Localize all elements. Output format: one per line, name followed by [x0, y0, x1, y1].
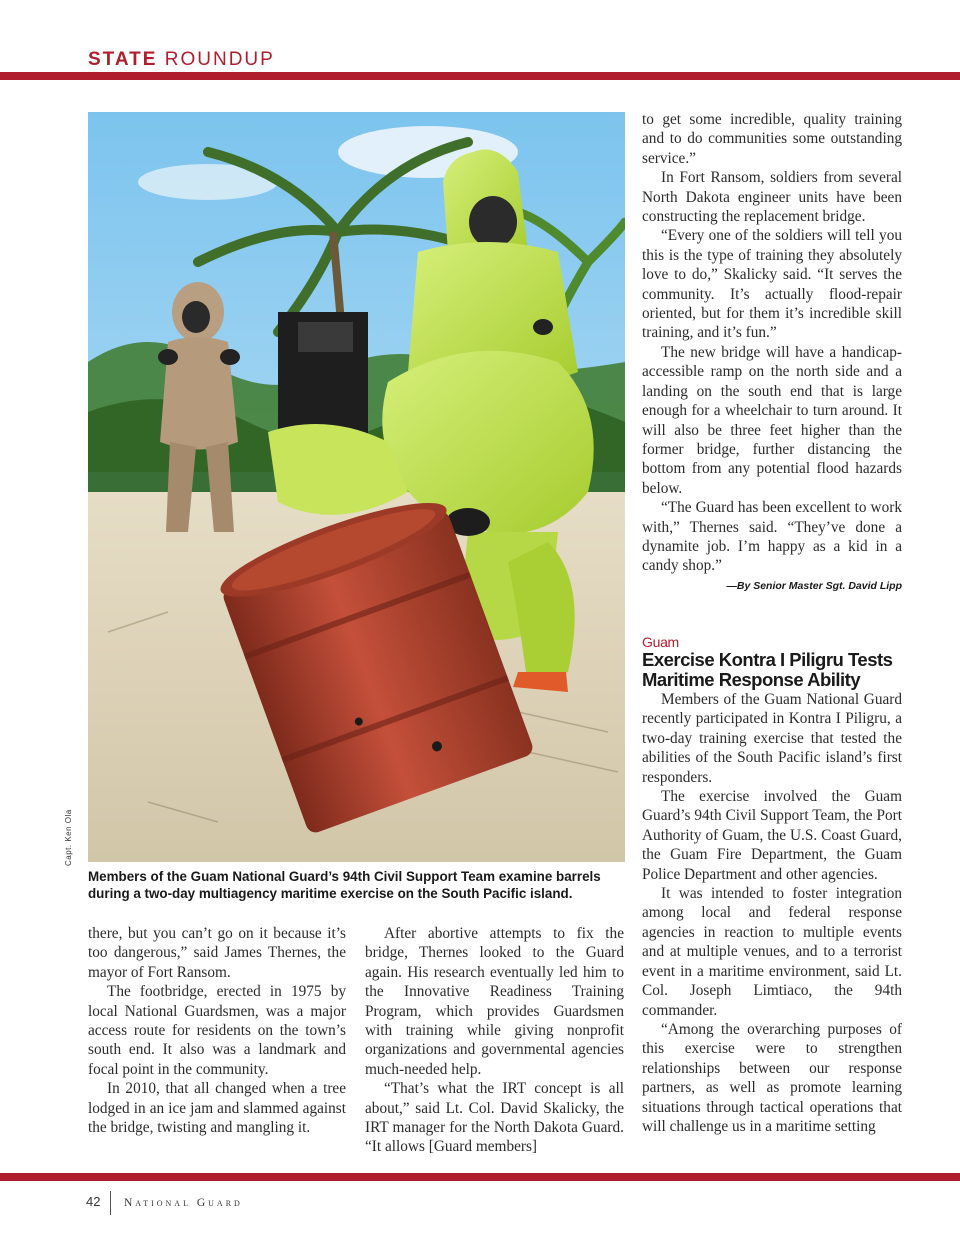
- paragraph: there, but you can’t go on it because it’s too dangerous,” said James Thernes, the mayor of Fort Ransom.: [88, 925, 346, 981]
- header-rule: [0, 72, 960, 80]
- body-column-2: [365, 924, 624, 1157]
- paragraph: to get some incredible, quality training and to do communities some outstanding service.”: [642, 111, 902, 167]
- article-headline: Exercise Kontra I Piligru Tests Maritime Response Ability: [642, 649, 893, 690]
- paragraph: The new bridge will have a handicap-accessible ramp on the north side and a landing on the south end that is large enough for a wheelchair to turn around. It will also be three feet higher than the former bridge, further distancing the bottom from any potential flood hazards below.: [642, 343, 902, 497]
- hazmat-photo: [88, 112, 625, 862]
- hazmat-photo-illustration: [88, 112, 625, 862]
- paragraph: Members of the Guam National Guard recently participated in Kontra I Piligru, a two-day training exercise that tested the abilities of the South Pacific island’s first responders.: [642, 691, 902, 786]
- section-label-bold: STATE: [88, 49, 158, 70]
- paragraph: In 2010, that all changed when a tree lodged in an ice jam and slammed against the bridge, twisting and mangling it.: [88, 1080, 346, 1137]
- page-number: 42: [86, 1194, 101, 1209]
- paragraph: The footbridge, erected in 1975 by local National Guardsmen, was a major access route for residents on the town’s south end. It also was a landmark and focal point in the community.: [88, 983, 346, 1078]
- paragraph: After abortive attempts to fix the bridge, Thernes looked to the Guard again. His research eventually led him to the Innovative Readiness Training Program, which provides Guardsmen with training while giving nonprofit organizations and governmental agencies much-needed help.: [365, 925, 624, 1078]
- paragraph: It was intended to foster integration among local and federal response agencies in reaction to multiple events and at multiple venues, and to a terrorist event in a maritime environment, said Lt. Col. Joseph Limtiaco, the 94th commander.: [642, 885, 902, 1019]
- photo-credit: Capt. Ken Ola: [64, 809, 73, 866]
- paragraph: “Every one of the soldiers will tell you this is the type of training they absolutely love to do,” Skalicky said. “It serves the community. It’s actually flood-repair oriented, but for them it’s incredible skill training, and it’s fun.”: [642, 227, 902, 342]
- paragraph: “The Guard has been excellent to work with,” Thernes said. “They’ve done a dynamite job. I’m happy as a kid in a candy shop.”: [642, 499, 902, 575]
- photo-caption: Members of the Guam National Guard’s 94th Civil Support Team examine barrels during a two-day multiagency maritime exercise on the South Pacific island.: [88, 869, 601, 901]
- body-column-3: [642, 110, 902, 593]
- paragraph: The exercise involved the Guam Guard’s 94th Civil Support Team, the Port Authority of Guam, the U.S. Coast Guard, the Guam Fire Department, the Guam Police Department and other agencies.: [642, 788, 902, 883]
- publication-name: National Guard: [124, 1197, 243, 1209]
- section-header: [88, 48, 275, 72]
- article-kicker: Guam: [642, 634, 679, 650]
- footer-divider: [110, 1191, 111, 1215]
- paragraph: “That’s what the IRT concept is all about,” said Lt. Col. David Skalicky, the IRT manager for the North Dakota Guard. “It allows [Guard members]: [365, 1080, 624, 1156]
- paragraph: In Fort Ransom, soldiers from several North Dakota engineer units have been constructing the replacement bridge.: [642, 169, 902, 226]
- byline: —By Senior Master Sgt. David Lipp: [726, 579, 902, 592]
- paragraph: “Among the overarching purposes of this exercise were to strengthen relationships between our response partners, as well as promote learning situations through tactical operations that will challenge us in a maritime setting: [642, 1020, 902, 1135]
- section-label: ROUNDUP: [157, 49, 275, 70]
- footer-rule: [0, 1173, 960, 1181]
- body-column-1: [88, 924, 346, 1137]
- article-body: [642, 690, 902, 1136]
